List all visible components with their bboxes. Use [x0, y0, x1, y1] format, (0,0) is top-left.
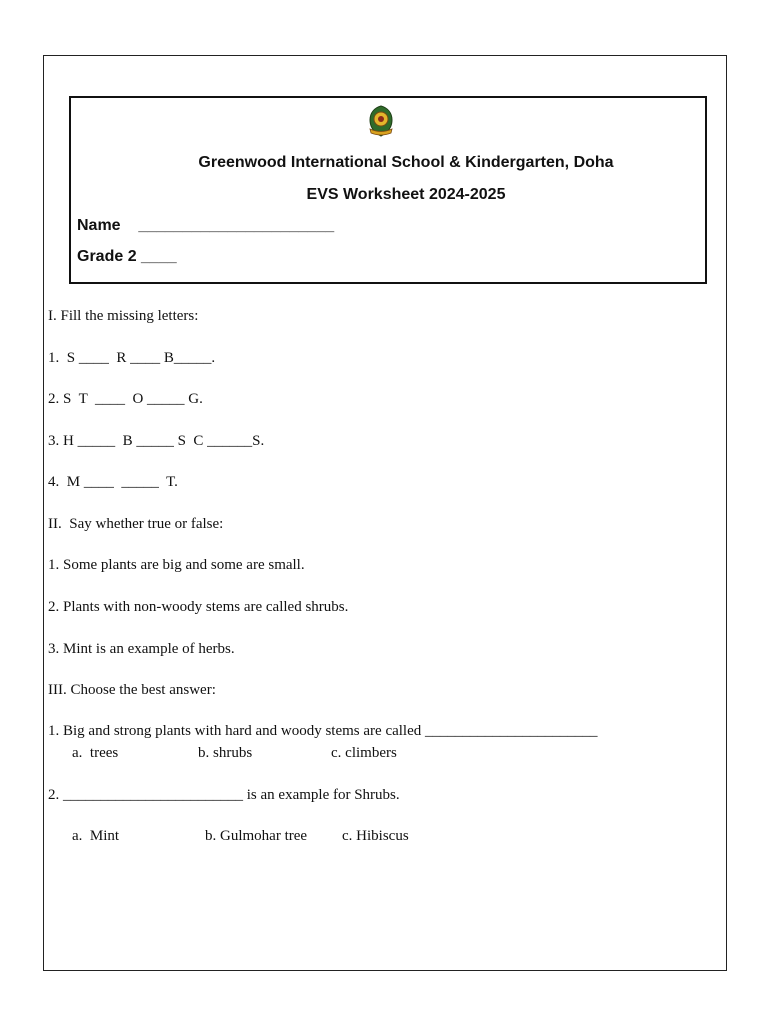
question2-option-b: b. Gulmohar tree — [205, 828, 308, 844]
section2-heading: II. Say whether true or false: — [48, 516, 224, 532]
school-crest-icon — [366, 104, 396, 138]
section2-item-2: 2. Plants with non-woody stems are called shrubs. — [48, 599, 349, 615]
grade-label: Grade 2 ____ — [77, 248, 177, 265]
section1-item-3: 3. H _____ B _____ S C ______S. — [48, 433, 265, 449]
question1-text: 1. Big and strong plants with hard and woody stems are called _______________________ — [48, 723, 598, 739]
name-label: Name ______________________ — [77, 217, 335, 234]
question2-text: 2. ________________________ is an example for Shrubs. — [48, 787, 400, 803]
section2-item-1: 1. Some plants are big and some are small. — [48, 557, 305, 573]
section1-item-2: 2. S T ____ O _____ G. — [48, 391, 203, 407]
section1-heading: I. Fill the missing letters: — [48, 308, 199, 324]
section2-item-3: 3. Mint is an example of herbs. — [48, 641, 235, 657]
worksheet-title: EVS Worksheet 2024-2025 — [306, 186, 506, 203]
question1-option-b: b. shrubs — [198, 745, 253, 761]
section1-item-1: 1. S ____ R ____ B_____. — [48, 350, 216, 366]
school-name: Greenwood International School & Kindergarten, Doha — [198, 154, 614, 171]
question2-option-c: c. Hibiscus — [342, 828, 409, 844]
question1-option-a: a. trees — [72, 745, 119, 761]
section3-heading: III. Choose the best answer: — [48, 682, 216, 698]
question1-option-c: c. climbers — [331, 745, 397, 761]
question2-option-a: a. Mint — [72, 828, 120, 844]
section1-item-4: 4. M ____ _____ T. — [48, 474, 178, 490]
